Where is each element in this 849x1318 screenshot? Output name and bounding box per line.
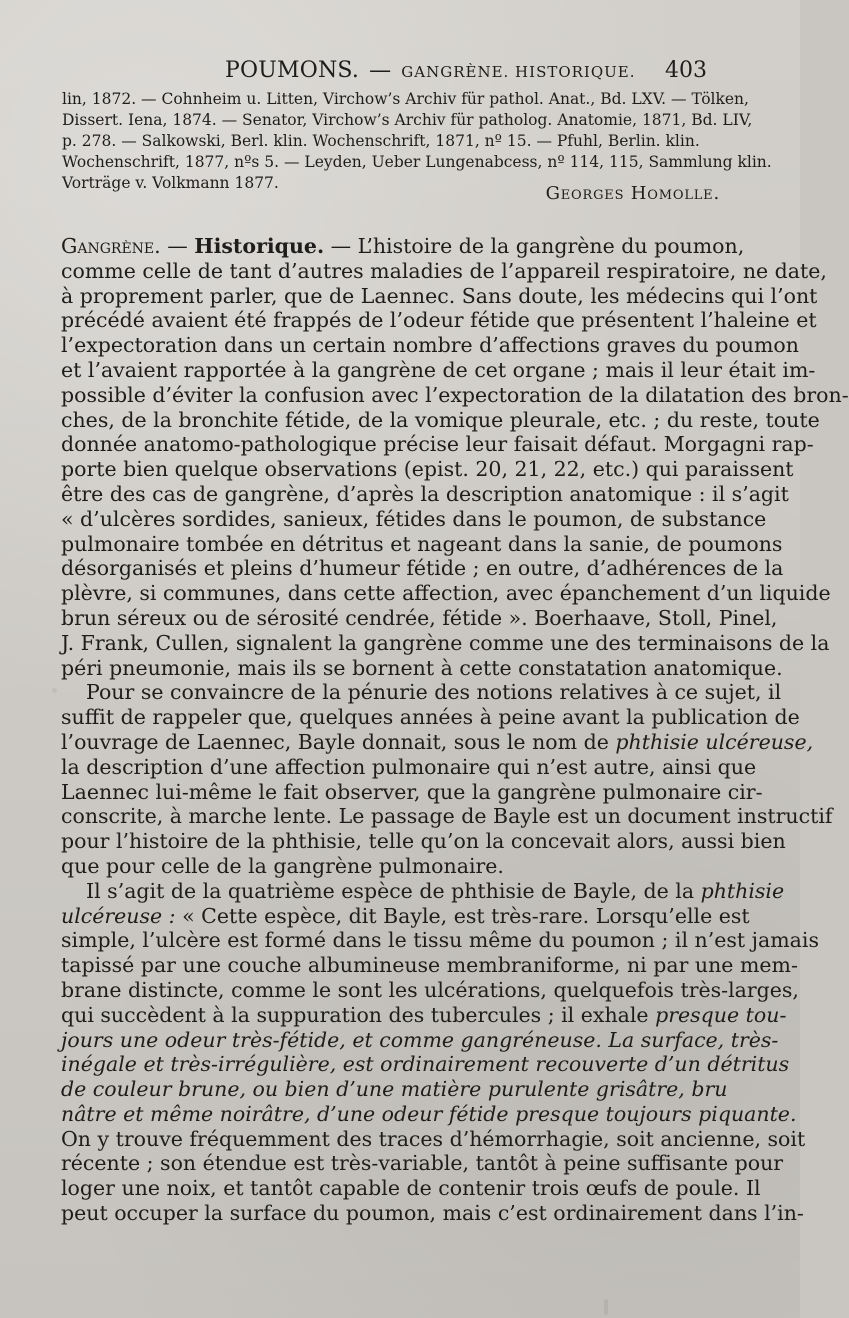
bibliography-block — [62, 89, 772, 194]
paragraph-line: Laennec lui-même le fait observer, que la gangrène pulmonaire cir- — [61, 779, 763, 804]
paragraph-line: désorganisés et pleins d’humeur fétide ; en outre, d’adhérences de la — [61, 556, 784, 581]
running-title-main: POUMONS. — [225, 58, 360, 83]
running-header — [0, 56, 800, 86]
paragraph-line: plèvre, si communes, dans cette affection, avec épanchement d’un liquide — [61, 581, 831, 606]
paragraph-line: loger une noix, et tantôt capable de contenir trois œufs de poule. Il — [61, 1176, 761, 1201]
bibliography-line: Dissert. Iena, 1874. — Senator, Virchow’s Archiv für patholog. Anatomie, 1871, Bd. LIV, — [62, 111, 753, 129]
section-heading-title: Historique. — [194, 234, 325, 258]
paragraph-line — [61, 878, 785, 904]
running-title-subtitle: GANGRÈNE. HISTORIQUE. — [401, 63, 636, 81]
paragraph-line: brane distincte, comme le sont les ulcérations, quelquefois très-larges, — [61, 977, 799, 1002]
paragraph-line: possible d’éviter la confusion avec l’expectoration de la dilatation des bron- — [61, 382, 849, 407]
text-span: Il s’agit de la quatrième espèce de phthisie de Bayle, de la — [86, 878, 695, 903]
bibliography-line: Vorträge v. Volkmann 1877. — [62, 174, 279, 192]
paragraph-line: tapissé par une couche albumineuse membraniforme, ni par une mem- — [61, 953, 798, 978]
paragraph-line: nâtre et même noirâtre, d’une odeur fétide presque toujours piquante. — [61, 1101, 797, 1126]
paragraph-line: peut occuper la surface du poumon, mais c’est ordinairement dans l’in- — [61, 1201, 804, 1226]
text-span: l’ouvrage de Laennec, Bayle donnait, sous le nom de — [61, 729, 609, 754]
article-body — [61, 234, 849, 1226]
paragraph-line — [61, 1002, 787, 1028]
paragraph-line: pulmonaire tombée en détritus et nageant dans la sanie, de poumons — [61, 531, 783, 556]
page-number: 403 — [665, 58, 707, 83]
paragraph-line: comme celle de tant d’autres maladies de l’appareil respiratoire, ne date, — [61, 258, 827, 283]
paragraph-line: brun séreux ou de sérosité cendrée, fétide ». Boerhaave, Stoll, Pinel, — [61, 605, 778, 630]
paragraph-line: ches, de la bronchite fétide, de la vomique pleurale, etc. ; du reste, toute — [61, 407, 820, 432]
paragraph-line: récente ; son étendue est très-variable, tantôt à peine suffisante pour — [61, 1151, 784, 1176]
italic-term: phthisie — [700, 878, 785, 903]
paragraph-line — [61, 903, 750, 929]
paragraph-line: donnée anatomo-pathologique précise leur faisait défaut. Morgagni rap- — [61, 432, 814, 457]
paragraph-line: — L’histoire de la gangrène du poumon, — [330, 234, 745, 258]
paragraph-line: On y trouve fréquemment des traces d’hémorrhagie, soit ancienne, soit — [61, 1126, 806, 1151]
paragraph-line: simple, l’ulcère est formé dans le tissu même du poumon ; il n’est jamais — [61, 928, 819, 953]
paragraph-line: être des cas de gangrène, d’après la description anatomique : il s’agit — [61, 481, 789, 506]
paragraph-line: Pour se convaincre de la pénurie des notions relatives à ce sujet, il — [86, 680, 782, 705]
paragraph-line: J. Frank, Cullen, signalent la gangrène comme une des terminaisons de la — [61, 630, 830, 655]
bibliography-line: p. 278. — Salkowski, Berl. klin. Wochenschrift, 1871, nº 15. — Pfuhl, Berlin. klin. — [62, 132, 700, 150]
paragraph-line — [61, 729, 814, 755]
text-span: qui succèdent à la suppuration des tubercules ; il exhale — [61, 1002, 649, 1027]
text-span: « Cette espèce, dit Bayle, est très-rare. Lorsqu’elle est — [182, 903, 750, 928]
paragraph-line: suffit de rappeler que, quelques années à peine avant la publication de — [61, 705, 800, 730]
paragraph-line: « d’ulcères sordides, sanieux, fétides dans le poumon, de substance — [61, 506, 767, 531]
bibliography-line: Wochenschrift, 1877, nºs 5. — Leyden, Ueber Lungenabcess, nº 114, 115, Sammlung klin. — [62, 153, 772, 171]
italic-term: presque tou- — [655, 1002, 787, 1027]
paragraph-line: péri pneumonie, mais ils se bornent à cette constatation anatomique. — [61, 655, 783, 680]
article-heading-line — [61, 234, 745, 259]
paragraph-line: porte bien quelque observations (epist. 20, 21, 22, etc.) qui paraissent — [61, 457, 794, 482]
paragraph-line: que pour celle de la gangrène pulmonaire. — [61, 853, 504, 878]
running-title-dash: — — [369, 58, 392, 83]
paragraph-line: inégale et très-irrégulière, est ordinairement recouverte d’un détritus — [61, 1052, 790, 1077]
bibliography-line: lin, 1872. — Cohnheim u. Litten, Virchow’s Archiv für pathol. Anat., Bd. LXV. — Tölken, — [62, 90, 749, 108]
paragraph-line: la description d’une affection pulmonaire qui n’est autre, ainsi que — [61, 754, 757, 779]
paragraph-line: jours une odeur très-fétide, et comme gangréneuse. La surface, très- — [61, 1027, 779, 1052]
paragraph-line: à proprement parler, que de Laennec. Sans doute, les médecins qui l’ont — [61, 283, 818, 308]
paragraph-line: et l’avaient rapportée à la gangrène de cet organe ; mais il leur était im- — [61, 357, 816, 382]
italic-term: ulcéreuse : — [61, 903, 176, 928]
running-title — [225, 58, 636, 83]
section-heading-dash: — — [167, 234, 188, 258]
paragraph-line: précédé avaient été frappés de l’odeur fétide que présentent l’haleine et — [61, 308, 817, 333]
author-signature: Georges Homolle. — [545, 183, 720, 204]
paper-spot — [52, 688, 57, 693]
paragraph-line: pour l’histoire de la phthisie, telle qu’on la concevait alors, aussi bien — [61, 829, 786, 854]
paragraph-line: conscrite, à marche lente. Le passage de Bayle est un document instructif — [61, 804, 833, 829]
paragraph-line: de couleur brune, ou bien d’une matière purulente grisâtre, bru — [61, 1077, 728, 1102]
paragraph-line: l’expectoration dans un certain nombre d’affections graves du poumon — [61, 333, 799, 358]
italic-term: phthisie ulcéreuse, — [615, 729, 814, 754]
section-heading-word: Gangrène. — [61, 234, 161, 258]
paper-spot — [604, 1299, 608, 1315]
